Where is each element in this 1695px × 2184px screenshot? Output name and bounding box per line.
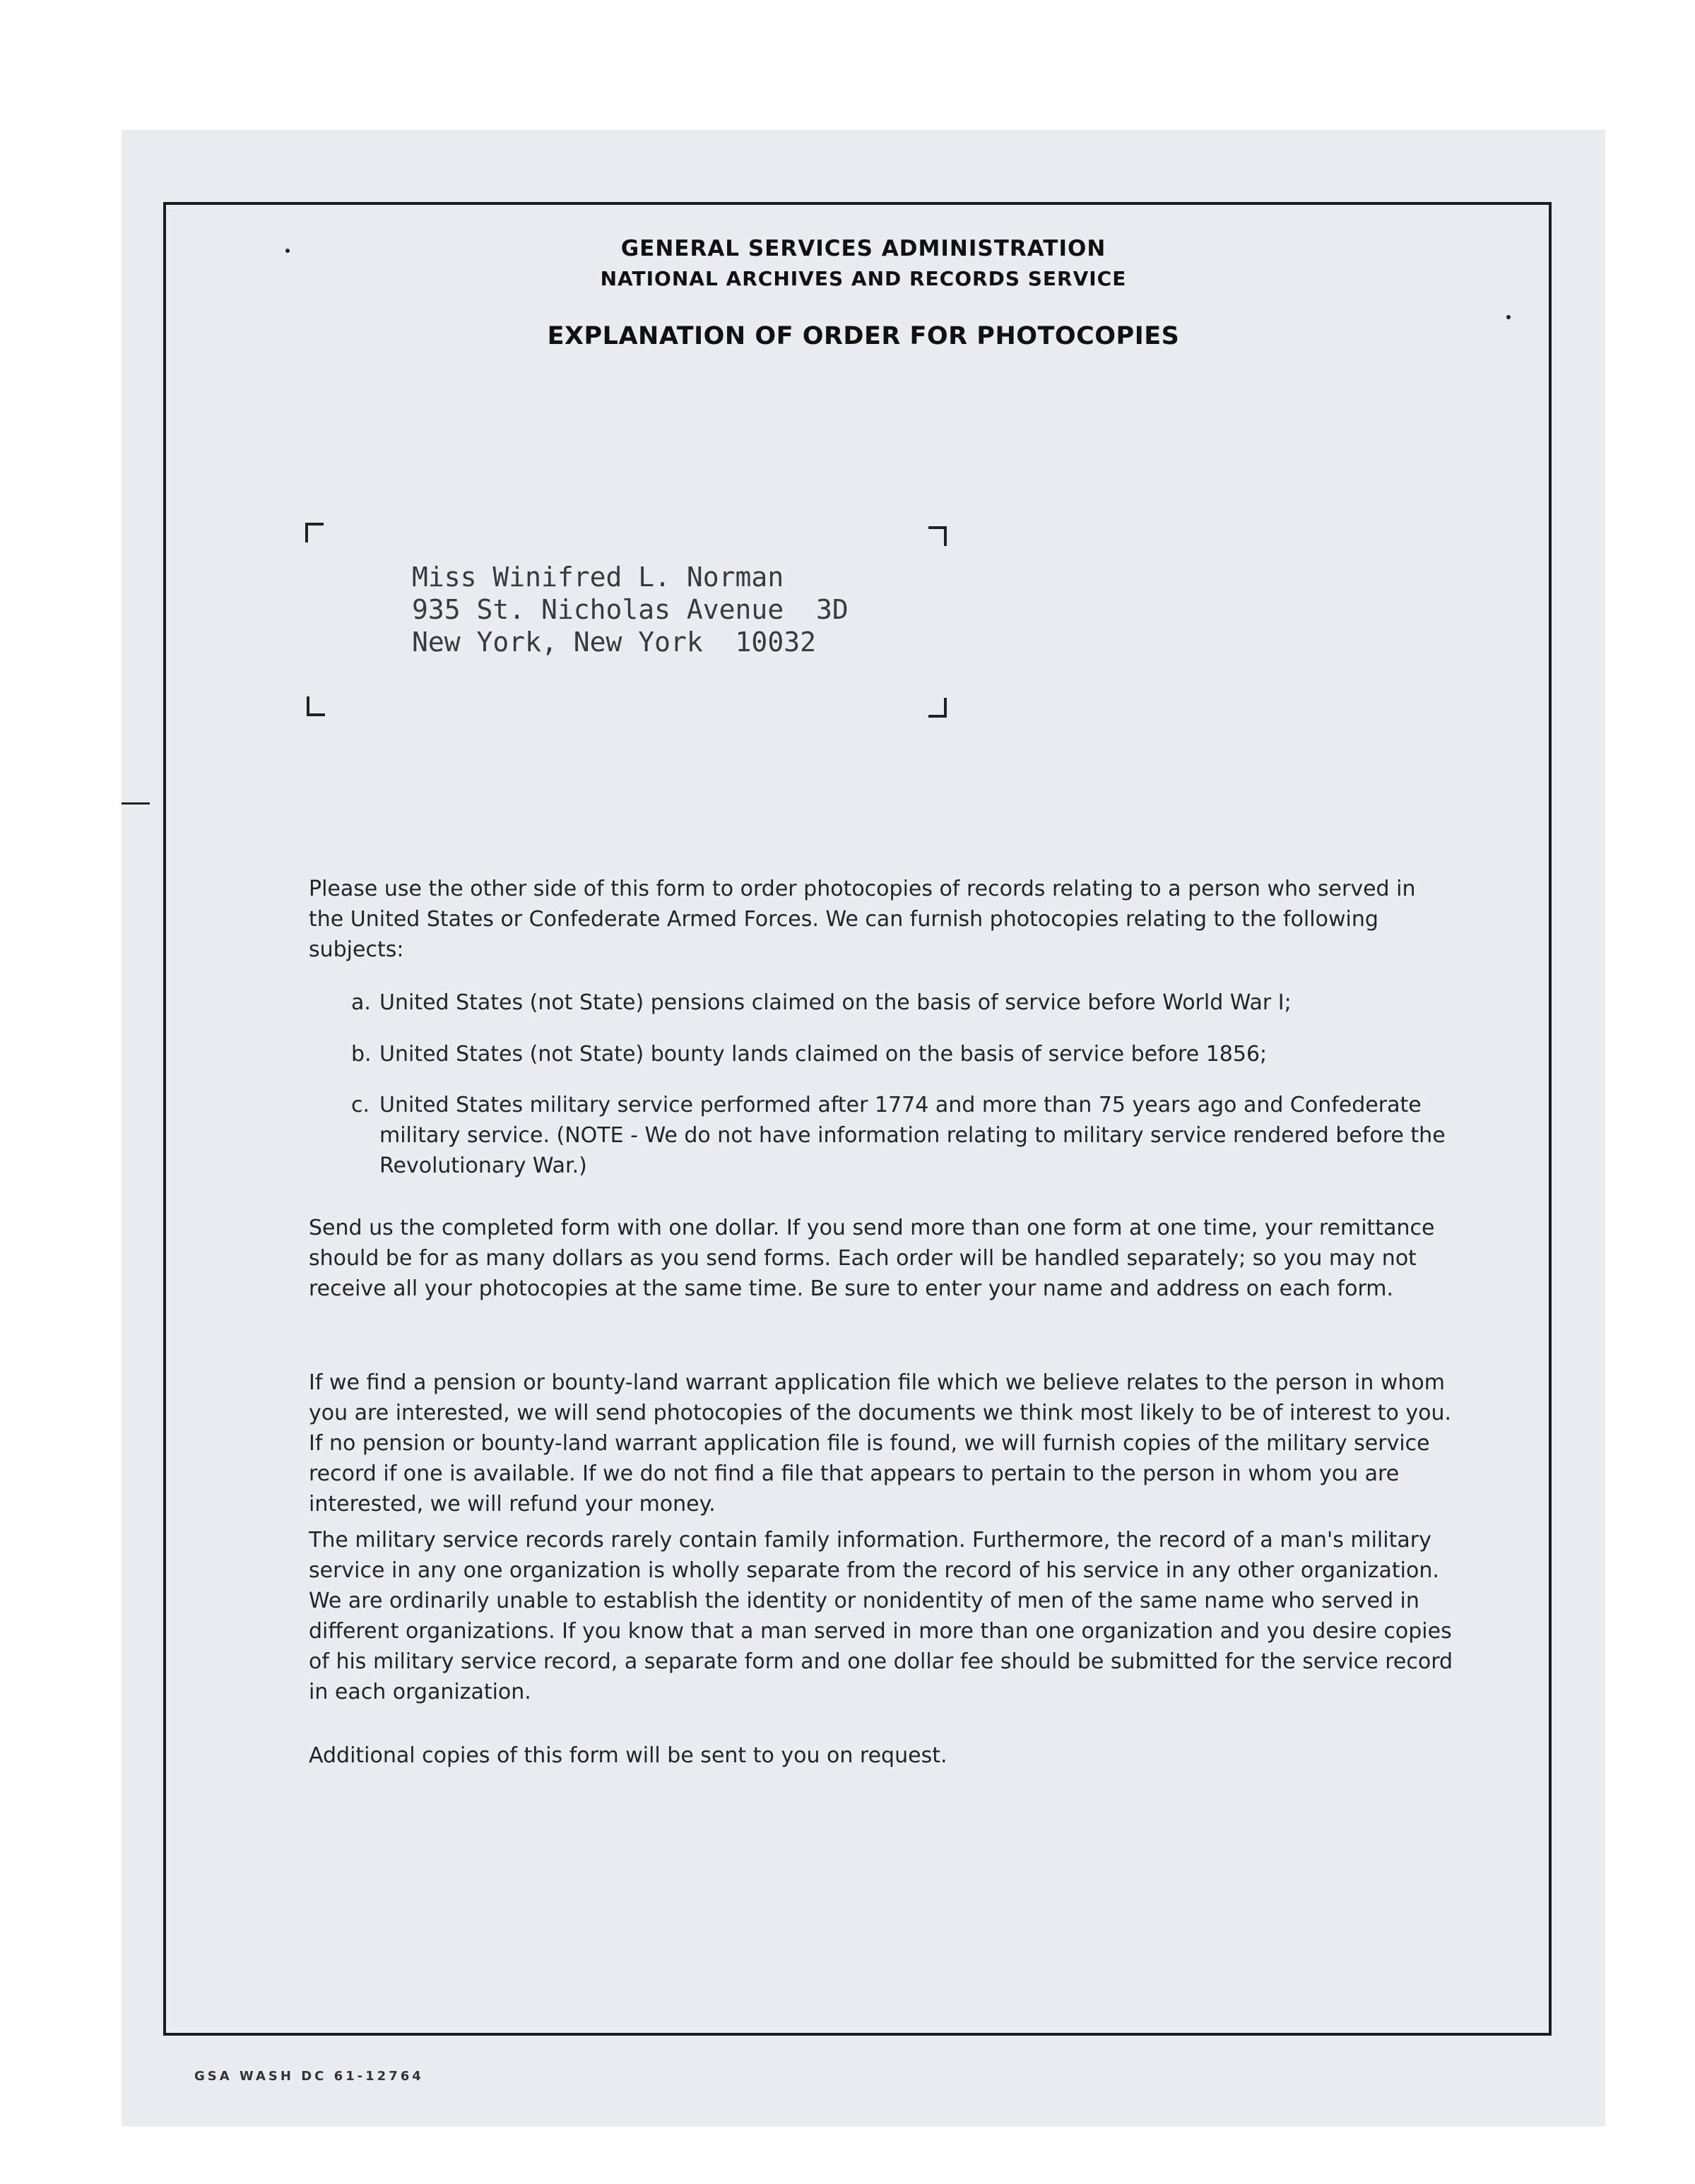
list-marker: b. bbox=[351, 1042, 372, 1067]
list-item-text: United States (not State) bounty lands claimed on the basis of service before 1856; bbox=[379, 1042, 1268, 1067]
payment-paragraph: Send us the completed form with one dollar. If you send more than one form at one time, your remittance should be for as many dollars as you send forms. Each order will be handled separately; so you may not receive all your photocopies at the same time. Be sure to enter your name and address on each form. bbox=[309, 1216, 1435, 1301]
form-title: EXPLANATION OF ORDER FOR PHOTOCOPIES bbox=[547, 322, 1180, 350]
file-search-paragraph: If we find a pension or bounty-land warrant application file which we believe relates to the person in whom you are interested, we will send photocopies of the documents we think most likely to be of interest to you. If no pension or bounty-land warrant application file is found, we will furnish copies of the military service record if one is available. If we do not find a file that appears to pertain to the person in whom you are interested, we will refund your money. bbox=[309, 1370, 1451, 1517]
intro-paragraph: Please use the other side of this form to order photocopies of records relating to a person who served in the United States or Confederate Armed Forces. We can furnish photocopies relating to the following subjects: bbox=[309, 877, 1416, 962]
list-item-c bbox=[351, 1090, 1453, 1181]
address-corner-bottom-left bbox=[307, 696, 325, 716]
recipient-address bbox=[412, 561, 849, 658]
recipient-name: Miss Winifred L. Norman bbox=[412, 562, 784, 593]
list-item-text: United States military service performed after 1774 and more than 75 years ago and Confederate military service. (NOTE - We do not have information relating to military service rendered before the Revolutionary War.) bbox=[379, 1093, 1446, 1178]
recipient-city: New York, New York 10032 bbox=[412, 627, 816, 658]
agency-name: GENERAL SERVICES ADMINISTRATION bbox=[620, 236, 1106, 261]
form-code: GSA WASH DC 61-12764 bbox=[194, 2069, 424, 2084]
address-corner-top-right bbox=[928, 526, 947, 546]
list-marker: a. bbox=[351, 990, 371, 1015]
recipient-street: 935 St. Nicholas Avenue 3D bbox=[412, 594, 849, 625]
list-item-b bbox=[351, 1039, 1453, 1069]
additional-copies-paragraph: Additional copies of this form will be sent to you on request. bbox=[309, 1743, 947, 1768]
document-page bbox=[122, 130, 1605, 2126]
ink-speck bbox=[1506, 315, 1511, 319]
address-corner-bottom-right bbox=[928, 698, 947, 718]
address-corner-top-left bbox=[305, 523, 324, 542]
list-marker: c. bbox=[351, 1093, 370, 1117]
agency-service: NATIONAL ARCHIVES AND RECORDS SERVICE bbox=[600, 267, 1127, 290]
military-records-paragraph: The military service records rarely contain family information. Furthermore, the record of a man's military service in any one organization is wholly separate from the record of his service in any other organization. We are ordinarily unable to establish the identity or nonidentity of men of the same name who served in different organizations. If you know that a man served in more than one organization and you desire copies of his military service record, a separate form and one dollar fee should be submitted for the service record in each organization. bbox=[309, 1528, 1453, 1704]
list-item-a bbox=[351, 987, 1453, 1018]
ink-speck bbox=[285, 249, 290, 253]
list-item-text: United States (not State) pensions claimed on the basis of service before World War I; bbox=[379, 990, 1292, 1015]
edge-mark bbox=[122, 802, 150, 805]
